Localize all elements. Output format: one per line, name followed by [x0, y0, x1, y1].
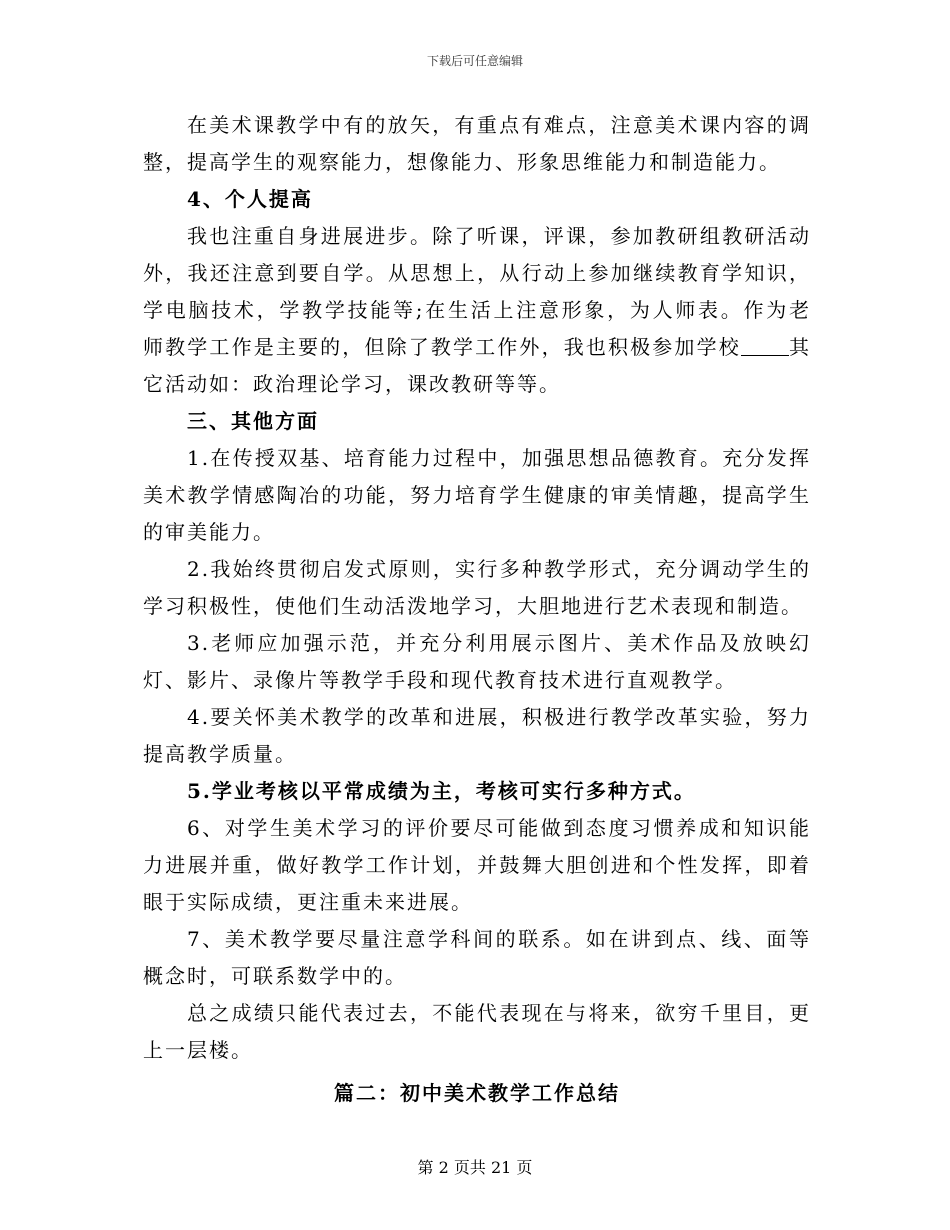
- list-item-7: 7、美术教学要尽量注意学科间的联系。如在讲到点、线、面等概念时，可联系数学中的。: [143, 927, 811, 988]
- heading-personal-improvement: 4、个人提高: [187, 187, 313, 211]
- list-item-2: 2.我始终贯彻启发式原则，实行多种教学形式，充分调动学生的学习积极性，使他们生动活泼地学习，大胆地进行艺术表现和制造。: [143, 557, 811, 618]
- list-item-5: 5.学业考核以平常成绩为主，考核可实行多种方式。: [187, 779, 696, 803]
- list-item-3: 3.老师应加强示范，并充分利用展示图片、美术作品及放映幻灯、影片、录像片等教学手段和现代教育技术进行直观教学。: [143, 631, 811, 692]
- list-item-6: 6、对学生美术学习的评价要尽可能做到态度习惯养成和知识能力进展并重，做好教学工作计划，并鼓舞大胆创进和个性发挥，即着眼于实际成绩，更注重未来进展。: [143, 816, 811, 914]
- paragraph-self-improvement-part2: 其它活动如：政治理论学习，课改教研等等。: [143, 335, 812, 396]
- page-header: 下载后可任意编辑: [426, 54, 523, 68]
- list-item-1: 1.在传授双基、培育能力过程中，加强思想品德教育。充分发挥美术教学情感陶冶的功能，努力培育学生健康的审美情趣，提高学生的审美能力。: [143, 446, 811, 544]
- fill-blank: [741, 335, 789, 356]
- section-title: 篇二：初中美术教学工作总结: [334, 1081, 620, 1105]
- paragraph-teaching-focus: 在美术课教学中有的放矢，有重点有难点，注意美术课内容的调整，提高学生的观察能力，想像能力、形象思维能力和制造能力。: [143, 113, 811, 174]
- document-body: [143, 107, 811, 1112]
- paragraph-self-improvement: [143, 218, 811, 403]
- heading-other-aspects: 三、其他方面: [187, 409, 319, 433]
- paragraph-summary: 总之成绩只能代表过去，不能代表现在与将来，欲穷千里目，更上一层楼。: [143, 1001, 811, 1062]
- list-item-4: 4.要关怀美术教学的改革和进展，积极进行教学改革实验，努力提高教学质量。: [143, 705, 811, 766]
- page-footer: 第 2 页共 21 页: [417, 1158, 533, 1177]
- paragraph-self-improvement-part1: 我也注重自身进展进步。除了听课，评课，参加教研组教研活动外，我还注意到要自学。从思想上，从行动上参加继续教育学知识，学电脑技术，学教学技能等;在生活上注意形象，为人师表。作为老师教学工作是主要的，但除了教学工作外，我也积极参加学校: [143, 224, 811, 359]
